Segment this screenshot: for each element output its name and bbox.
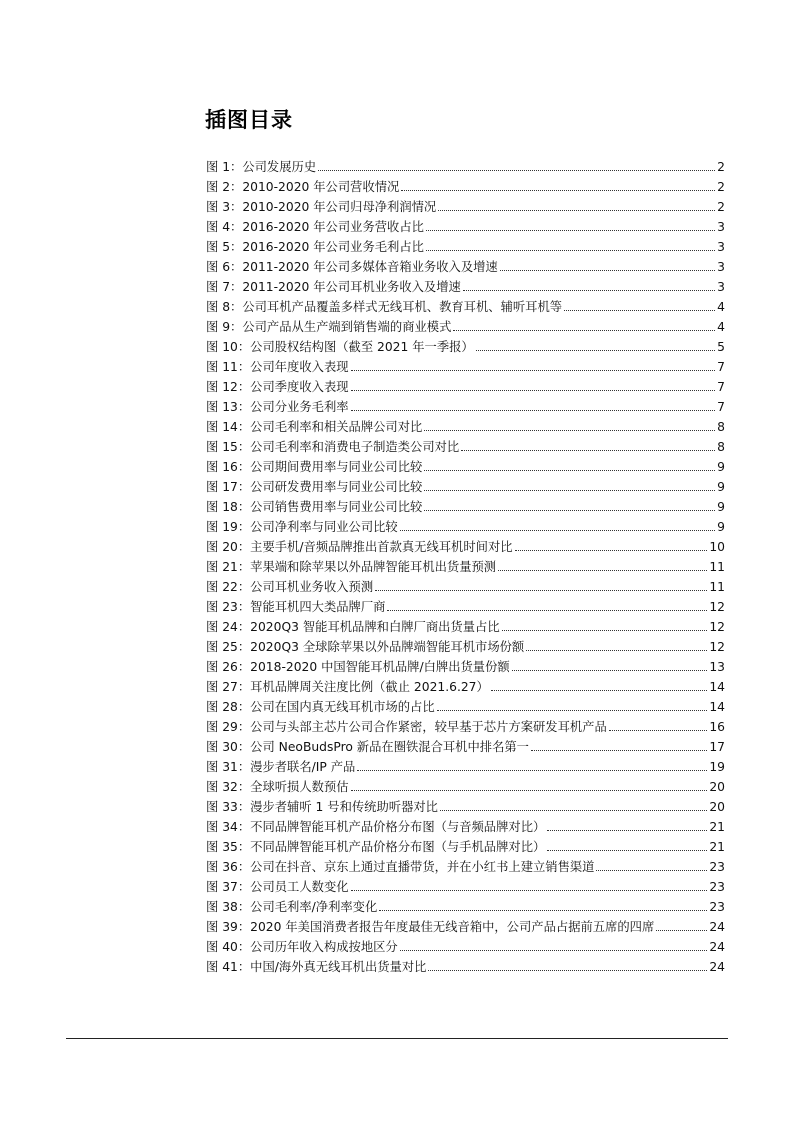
dot-leader: [426, 250, 715, 251]
figure-number: 图 33：: [206, 800, 251, 814]
dot-leader: [512, 670, 708, 671]
page-number: 8: [717, 440, 725, 454]
toc-entry[interactable]: [206, 897, 725, 917]
figure-title: 主要手机/音频品牌推出首款真无线耳机时间对比: [250, 540, 513, 554]
figure-title: 2020 年美国消费者报告年度最佳无线音箱中，公司产品占据前五席的四席: [250, 920, 655, 934]
figure-number: 图 20：: [206, 540, 251, 554]
figure-number: 图 27：: [206, 680, 251, 694]
dot-leader: [424, 490, 715, 491]
figure-number: 图 10：: [206, 340, 251, 354]
toc-entry-label: [206, 557, 496, 577]
toc-entry[interactable]: [206, 617, 725, 637]
toc-entry[interactable]: [206, 497, 725, 517]
toc-entry-label: [206, 317, 451, 337]
dot-leader: [491, 690, 708, 691]
figure-number: 图 32：: [206, 780, 251, 794]
figure-title: 不同品牌智能耳机产品价格分布图（与音频品牌对比）: [250, 820, 546, 834]
toc-entry-label: [206, 297, 562, 317]
figure-number: 图 5：: [206, 240, 243, 254]
page-number: 20: [709, 800, 725, 814]
figure-title: 公司研发费用率与同业公司比较: [250, 480, 423, 494]
figure-number: 图 14：: [206, 420, 251, 434]
toc-entry[interactable]: [206, 277, 725, 297]
figure-title: 公司净利率与同业公司比较: [250, 520, 398, 534]
figure-number: 图 23：: [206, 600, 251, 614]
page-title: 插图目录: [205, 108, 293, 132]
toc-entry-label: [206, 757, 355, 777]
toc-entry[interactable]: [206, 637, 725, 657]
figure-number: 图 40：: [206, 940, 251, 954]
toc-entry-label: [206, 237, 424, 257]
dot-leader: [428, 970, 707, 971]
figure-number: 图 19：: [206, 520, 251, 534]
figure-number: 图 39：: [206, 920, 251, 934]
figure-number: 图 9：: [206, 320, 243, 334]
dot-leader: [318, 170, 715, 171]
figure-title: 2011-2020 年公司多媒体音箱业务收入及增速: [242, 260, 498, 274]
dot-leader: [351, 790, 708, 791]
toc-entry-label: [206, 657, 510, 677]
figure-number: 图 2：: [206, 180, 243, 194]
toc-entry[interactable]: [206, 777, 725, 797]
dot-leader: [547, 850, 707, 851]
page-number: 12: [709, 640, 725, 654]
toc-entry-label: [206, 877, 349, 897]
toc-entry-label: [206, 397, 349, 417]
page-number: 3: [717, 260, 725, 274]
figure-number: 图 15：: [206, 440, 251, 454]
toc-entry[interactable]: [206, 737, 725, 757]
toc-entry-label: [206, 917, 654, 937]
toc-entry[interactable]: [206, 257, 725, 277]
dot-leader: [531, 750, 707, 751]
page-number: 3: [717, 280, 725, 294]
page-number: 8: [717, 420, 725, 434]
figure-title: 2018-2020 中国智能耳机品牌/白牌出货量份额: [250, 660, 510, 674]
page-number: 14: [709, 680, 725, 694]
page-number: 16: [709, 720, 725, 734]
dot-leader: [609, 730, 708, 731]
figure-number: 图 17：: [206, 480, 251, 494]
page-number: 9: [717, 520, 725, 534]
figure-number: 图 8：: [206, 300, 243, 314]
figure-number: 图 29：: [206, 720, 251, 734]
figure-title: 耳机品牌周关注度比例（截止 2021.6.27）: [250, 680, 489, 694]
toc-entry-label: [206, 437, 459, 457]
page-number: 11: [709, 580, 725, 594]
toc-entry-label: [206, 477, 422, 497]
toc-entry-label: [206, 377, 349, 397]
figure-number: 图 30：: [206, 740, 251, 754]
toc-entry[interactable]: [206, 577, 725, 597]
dot-leader: [547, 830, 707, 831]
toc-entry[interactable]: [206, 477, 725, 497]
figure-number: 图 24：: [206, 620, 251, 634]
page-number: 11: [709, 560, 725, 574]
dot-leader: [387, 610, 707, 611]
toc-entry-label: [206, 737, 529, 757]
toc-entry-label: [206, 817, 545, 837]
figure-number: 图 3：: [206, 200, 243, 214]
toc-entry-label: [206, 777, 349, 797]
page-number: 5: [717, 340, 725, 354]
figure-number: 图 38：: [206, 900, 251, 914]
figure-number: 图 34：: [206, 820, 251, 834]
page-number: 12: [709, 620, 725, 634]
toc-entry[interactable]: [206, 297, 725, 317]
dot-leader: [400, 530, 715, 531]
toc-entry-label: [206, 837, 545, 857]
dot-leader: [426, 230, 715, 231]
toc-entry-label: [206, 257, 498, 277]
figure-list: [206, 157, 725, 977]
toc-entry[interactable]: [206, 377, 725, 397]
toc-entry-label: [206, 357, 349, 377]
toc-entry[interactable]: [206, 437, 725, 457]
dot-leader: [351, 890, 708, 891]
page-number: 3: [717, 220, 725, 234]
toc-entry[interactable]: [206, 937, 725, 957]
dot-leader: [357, 770, 707, 771]
page-number: 2: [717, 160, 725, 174]
toc-entry-label: [206, 277, 461, 297]
toc-entry[interactable]: [206, 337, 725, 357]
toc-entry-label: [206, 517, 398, 537]
toc-entry-label: [206, 457, 422, 477]
dot-leader: [502, 630, 708, 631]
figure-number: 图 6：: [206, 260, 243, 274]
figure-title: 2011-2020 年公司耳机业务收入及增速: [242, 280, 461, 294]
figure-title: 公司在国内真无线耳机市场的占比: [250, 700, 435, 714]
toc-entry-label: [206, 537, 513, 557]
toc-entry-label: [206, 937, 398, 957]
dot-leader: [379, 910, 707, 911]
figure-title: 公司发展历史: [242, 160, 317, 174]
toc-entry-label: [206, 957, 426, 977]
toc-entry[interactable]: [206, 237, 725, 257]
page-number: 12: [709, 600, 725, 614]
figure-title: 智能耳机四大类品牌厂商: [250, 600, 386, 614]
toc-entry[interactable]: [206, 157, 725, 177]
footer-divider: [66, 1038, 728, 1039]
page-number: 19: [709, 760, 725, 774]
figure-number: 图 4：: [206, 220, 243, 234]
toc-entry[interactable]: [206, 717, 725, 737]
dot-leader: [401, 190, 715, 191]
figure-title: 2016-2020 年公司业务毛利占比: [242, 240, 424, 254]
toc-entry[interactable]: [206, 677, 725, 697]
page-number: 9: [717, 460, 725, 474]
figure-number: 图 25：: [206, 640, 251, 654]
figure-title: 公司毛利率和相关品牌公司对比: [250, 420, 423, 434]
toc-entry[interactable]: [206, 397, 725, 417]
page-number: 21: [709, 820, 725, 834]
page-number: 24: [709, 960, 725, 974]
figure-title: 不同品牌智能耳机产品价格分布图（与手机品牌对比）: [250, 840, 546, 854]
dot-leader: [461, 450, 715, 451]
figure-title: 公司股权结构图（截至 2021 年一季报）: [250, 340, 474, 354]
figure-title: 苹果端和除苹果以外品牌智能耳机出货量预测: [250, 560, 497, 574]
page-number: 9: [717, 500, 725, 514]
toc-entry-label: [206, 797, 438, 817]
figure-number: 图 1：: [206, 160, 243, 174]
figure-title: 公司毛利率/净利率变化: [250, 900, 378, 914]
figure-title: 公司销售费用率与同业公司比较: [250, 500, 423, 514]
dot-leader: [476, 350, 715, 351]
dot-leader: [526, 650, 707, 651]
toc-entry-label: [206, 417, 422, 437]
toc-entry[interactable]: [206, 797, 725, 817]
figure-title: 公司耳机业务收入预测: [250, 580, 374, 594]
toc-entry[interactable]: [206, 217, 725, 237]
figure-number: 图 16：: [206, 460, 251, 474]
figure-title: 公司期间费用率与同业公司比较: [250, 460, 423, 474]
dot-leader: [498, 570, 707, 571]
figure-title: 2016-2020 年公司业务营收占比: [242, 220, 424, 234]
toc-entry-label: [206, 577, 373, 597]
dot-leader: [424, 470, 715, 471]
page-number: 14: [709, 700, 725, 714]
dot-leader: [424, 430, 715, 431]
figure-number: 图 13：: [206, 400, 251, 414]
dot-leader: [463, 290, 715, 291]
dot-leader: [351, 410, 716, 411]
dot-leader: [351, 390, 716, 391]
toc-entry-label: [206, 717, 607, 737]
dot-leader: [351, 370, 716, 371]
page-number: 2: [717, 180, 725, 194]
figure-number: 图 41：: [206, 960, 251, 974]
figure-title: 公司毛利率和消费电子制造类公司对比: [250, 440, 460, 454]
toc-entry[interactable]: [206, 597, 725, 617]
figure-title: 公司产品从生产端到销售端的商业模式: [242, 320, 452, 334]
dot-leader: [596, 870, 707, 871]
figure-title: 2010-2020 年公司营收情况: [242, 180, 400, 194]
figure-number: 图 35：: [206, 840, 251, 854]
toc-entry-label: [206, 217, 424, 237]
toc-entry-label: [206, 157, 316, 177]
figure-number: 图 12：: [206, 380, 251, 394]
toc-entry[interactable]: [206, 917, 725, 937]
figure-title: 公司与头部主芯片公司合作紧密，较早基于芯片方案研发耳机产品: [250, 720, 607, 734]
dot-leader: [424, 510, 715, 511]
toc-entry[interactable]: [206, 817, 725, 837]
toc-entry-label: [206, 197, 436, 217]
toc-entry-label: [206, 337, 474, 357]
figure-title: 公司年度收入表现: [250, 360, 349, 374]
page-number: 7: [717, 400, 725, 414]
toc-entry[interactable]: [206, 837, 725, 857]
figure-number: 图 37：: [206, 880, 251, 894]
toc-entry[interactable]: [206, 657, 725, 677]
figure-title: 公司 NeoBudsPro 新品在圈铁混合耳机中排名第一: [250, 740, 529, 754]
toc-entry[interactable]: [206, 517, 725, 537]
figure-title: 漫步者辅听 1 号和传统助听器对比: [250, 800, 438, 814]
page-number: 17: [709, 740, 725, 754]
page-number: 10: [709, 540, 725, 554]
figure-number: 图 7：: [206, 280, 243, 294]
page-number: 23: [709, 880, 725, 894]
toc-entry-label: [206, 677, 489, 697]
toc-entry-label: [206, 637, 524, 657]
figure-title: 2010-2020 年公司归母净利润情况: [242, 200, 437, 214]
toc-entry[interactable]: [206, 317, 725, 337]
dot-leader: [438, 210, 715, 211]
figure-number: 图 21：: [206, 560, 251, 574]
toc-entry[interactable]: [206, 557, 725, 577]
page-number: 7: [717, 380, 725, 394]
page-number: 4: [717, 300, 725, 314]
toc-entry[interactable]: [206, 857, 725, 877]
page-number: 24: [709, 920, 725, 934]
dot-leader: [515, 550, 708, 551]
page-number: 9: [717, 480, 725, 494]
toc-entry[interactable]: [206, 877, 725, 897]
figure-number: 图 28：: [206, 700, 251, 714]
figure-number: 图 36：: [206, 860, 251, 874]
page-number: 21: [709, 840, 725, 854]
toc-entry-label: [206, 177, 399, 197]
page-number: 23: [709, 860, 725, 874]
figure-title: 2020Q3 全球除苹果以外品牌端智能耳机市场份额: [250, 640, 525, 654]
toc-entry[interactable]: [206, 357, 725, 377]
dot-leader: [656, 930, 707, 931]
figure-title: 公司分业务毛利率: [250, 400, 349, 414]
toc-entry[interactable]: [206, 177, 725, 197]
figure-number: 图 22：: [206, 580, 251, 594]
figure-title: 漫步者联名/IP 产品: [250, 760, 356, 774]
toc-entry-label: [206, 857, 594, 877]
dot-leader: [500, 270, 715, 271]
dot-leader: [375, 590, 707, 591]
figure-title: 公司耳机产品覆盖多样式无线耳机、教育耳机、辅听耳机等: [242, 300, 563, 314]
figure-title: 公司季度收入表现: [250, 380, 349, 394]
figure-number: 图 26：: [206, 660, 251, 674]
figure-title: 2020Q3 智能耳机品牌和白牌厂商出货量占比: [250, 620, 500, 634]
toc-entry-label: [206, 597, 385, 617]
page-number: 4: [717, 320, 725, 334]
toc-entry[interactable]: [206, 537, 725, 557]
toc-entry[interactable]: [206, 697, 725, 717]
toc-entry[interactable]: [206, 957, 725, 977]
page-number: 13: [709, 660, 725, 674]
figure-title: 公司在抖音、京东上通过直播带货，并在小红书上建立销售渠道: [250, 860, 595, 874]
dot-leader: [400, 950, 708, 951]
dot-leader: [440, 810, 707, 811]
dot-leader: [453, 330, 715, 331]
figure-number: 图 18：: [206, 500, 251, 514]
toc-entry[interactable]: [206, 757, 725, 777]
toc-entry-label: [206, 617, 500, 637]
figure-number: 图 11：: [206, 360, 251, 374]
figure-title: 公司历年收入构成按地区分: [250, 940, 398, 954]
page-number: 24: [709, 940, 725, 954]
page-number: 3: [717, 240, 725, 254]
page-number: 20: [709, 780, 725, 794]
page-number: 2: [717, 200, 725, 214]
dot-leader: [564, 310, 715, 311]
toc-entry[interactable]: [206, 417, 725, 437]
toc-entry-label: [206, 497, 422, 517]
toc-entry-label: [206, 697, 435, 717]
page-number: 7: [717, 360, 725, 374]
figure-title: 全球听损人数预估: [250, 780, 349, 794]
figure-number: 图 31：: [206, 760, 251, 774]
page-number: 23: [709, 900, 725, 914]
toc-entry[interactable]: [206, 457, 725, 477]
figure-title: 中国/海外真无线耳机出货量对比: [250, 960, 427, 974]
dot-leader: [437, 710, 708, 711]
toc-entry[interactable]: [206, 197, 725, 217]
figure-title: 公司员工人数变化: [250, 880, 349, 894]
toc-entry-label: [206, 897, 377, 917]
